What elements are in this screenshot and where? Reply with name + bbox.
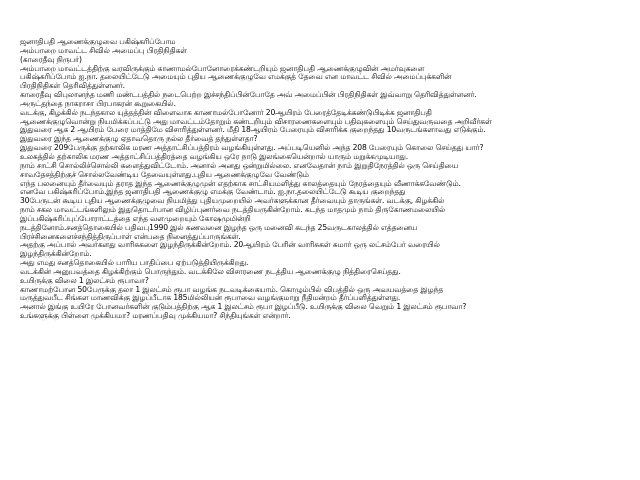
text-line: அதற்கு அப்பால் அவர்களது வாரிசுகளை இழந்திருக்கின்றோம். 20ஆயிரம் பேரின் வாரிசுகள் சுமார் ஒரு லட்சம்பேர் வரையில் bbox=[20, 241, 440, 250]
text-line: வடக்கு, கிழக்கில் நடந்தகால யுத்தத்தின் விளைவாக காணாமல்போனோர் 20ஆயிரம் பேரைத்தேடிக்கண்டுபிடிக்க ஜனாதிபதி bbox=[20, 108, 432, 117]
text-line: காரைதீவு விபுலானந்த மணி மண்டபத்தில் நடைபெற்ற இச்சந்திப்பின்போதே அவ் அமைப்பின் பிரதிநிதிகள் இவ்வாறு தெரிவித்துள்ளனர். bbox=[20, 91, 477, 100]
text-line: அருட்தந்தை நாகராசா பிரபாகரன் கூறுகையில். bbox=[20, 99, 176, 108]
text-line: 30பேருடன் கூடிய புதிய ஆணைக்குழுவை நியமித்து புதியமுறையில் அவர்களுக்கான தீர்வையும் தாருங்கள். வடக்கு, கிழக்கில் bbox=[20, 197, 445, 206]
text-line: இழந்திருக்கின்றோம். bbox=[20, 250, 92, 259]
text-line: அனால் இங்கு உயிரே போனவர்களின் குடும்பத்திற்கு ஆக 1 இலட்சம் ரூபா இழப்பீடு. உயிருக்கு விலை வெறும் 1 இலட்சம் ரூபாவா? bbox=[20, 303, 467, 312]
text-line: இதுவரை 209பேருக்கு தற்காலிக மரண அத்தாட்சிப்பத்திரம் வழங்கியுள்ளது. அப்படியெனில் அந்த 208 பேரையும் கொலை செய்தது யார்? bbox=[20, 144, 484, 153]
text-line: அது எமது சனத்தொகையில் பாரிய பாதிப்பை ஏற்படுத்தியிருக்கிறது. bbox=[20, 259, 249, 268]
byline: (காரைதீவு நிருபர்) bbox=[20, 55, 82, 64]
text-line: பிரதிநிதிகள் தெரிவித்துள்ளனர். bbox=[20, 82, 125, 91]
text-line: ஆணைக்குழுவொன்று நியமிக்கப்பட்டு அது மாவட்டம்தோறும் கண்டறியும் விசாரணைகளையும் பதிவுகளையும் செய்துவருவதை அறிவீர்கள் bbox=[20, 117, 492, 126]
text-line: பகிஷ்கரிப்போம் ஐ.நா. தலையிட்டேடு அமையும் புதிய ஆணைக்குழுவே எமக்குத் தேவை என மாவட்ட சிவில் அமைப்புக்களின் bbox=[20, 73, 452, 82]
text-line: பிரச்சினைகளைச்சந்தித்திருப்பாள் என்பதை நினைத்துப்பாருங்கள். bbox=[20, 232, 241, 241]
text-line: அம்பாறை மாவட்டத்திற்கு வரவிருக்கும் காணாமல்போனோரைக்கண்டறியும் ஜனாதிபதி ஆணைக்குழுவின் அமர்வுகளை bbox=[20, 64, 425, 73]
section-heading: உயிருக்கு விலை 1 இலட்சம் ரூபாவா? bbox=[20, 276, 149, 285]
article-body bbox=[20, 38, 632, 321]
text-line: காணாமற்போன 50பேருக்கு தலா 1 இலட்சம் ரூபா வழங்க நடவடிக்கையாம். கொழும்பில் விபத்தில் ஒரு அவயவத்தை இழந்த bbox=[20, 285, 444, 294]
text-line: நடத்தினோம்.சனத்தொகையில் பதிவபு1990 இல் கணவனை இழந்த ஒரு மனைவி கடந்த 25வருடகாலத்தில் எத்தனைய bbox=[20, 223, 418, 232]
text-line: உலகத்தில் தற்காலிக மரண அத்தாட்சிப்பத்திரத்தை வழங்கிய ஒரே நாடு இலங்கையென்றால் யாரும் மறுக்கமுடியாது. bbox=[20, 152, 409, 161]
text-line: இதுவரை இந்த ஆணைக்குழு ஏதாவதொரு நல்ல தீர்வைத் தந்துள்ளதா? bbox=[20, 135, 258, 144]
text-line: நாம் சகல மாவட்டங்களிலும் இதுதொடர்பான விழிப்புணர்வை நடத்தியருகின்றோம். கடந்த மாதமும் நாம் திருகோணமலையில் bbox=[20, 206, 446, 215]
subheadline: அம்பாறை மாவட்ட சிவில் அமைப்பு பிரதிநிதிகள் bbox=[20, 46, 187, 55]
text-line: உங்களுக்கு பிள்ளை முக்கியமா? மரணப்பதிவு முக்கியமா? சிந்தியுங்கள் என்றார். bbox=[20, 312, 291, 321]
headline: ஜனாதிபதி ஆணைக்குழுவை பகிஷ்கரிப்போம bbox=[20, 38, 176, 46]
text-line: சாவதேசத்திற்குச் சொல்லவேண்டிய தேவையுள்ளது.புதிய ஆணைக்குழுவே வேண்டும் bbox=[20, 170, 309, 179]
text-line: மருத்துவபீட சிங்கள மாணவிக்கு இழப்பீடாக 185மில்லியன் ரூபாவை வழங்குமாறு நீதிமன்றம் தீர்ப்பளித்துள்ளது. bbox=[20, 294, 401, 303]
text-line: எந்த பலனையும் தீர்வையும் தராத இந்த ஆணைக்குழுமுன் எதற்காக சாட்சியமளித்து காலத்தையும் நேரத்தையும் வீணாக்கவேண்டும். bbox=[20, 179, 461, 188]
text-line: நாம் சாட்சி சொல்லிச்சொல்லி களைத்துவிட்டோம். அனால் அனது ஒன்றுமில்லை. எனவேதான் நாம் இறுதிநேரத்தில் ஒரு செய்தியை bbox=[20, 161, 459, 170]
text-line: வடக்கின் அனுபவத்தை கிழக்கிற்கும் பொருந்தும். வடக்கிலே விசாரணை நடத்திய ஆணைக்குழு நித்திரைசெய்தது. bbox=[20, 267, 401, 276]
text-line: எனவே பகிஷ்கரிப்போம்.இந்த ஜனாதிபதி ஆணைக்குழு எமக்கு வேண்டாம். ஐ.நா.தலையிட்டேடு கூடிய குறைந்தது bbox=[20, 188, 406, 197]
text-line: இப்பகிஷ்கரிப்புப்போராட்டத்தை எந்த வளமுறையும் கோஷமுமின்றி bbox=[20, 214, 251, 223]
text-line: இதுவரை ஆக 2 ஆயிரம் பேரை மாத்திமே விசாரித்துள்ளனர். மீதி 18ஆயிரம் பேரையும் விசாரிக்க குறைந்தது 10வருடங்களாவது எடுக்கும். bbox=[20, 126, 486, 135]
